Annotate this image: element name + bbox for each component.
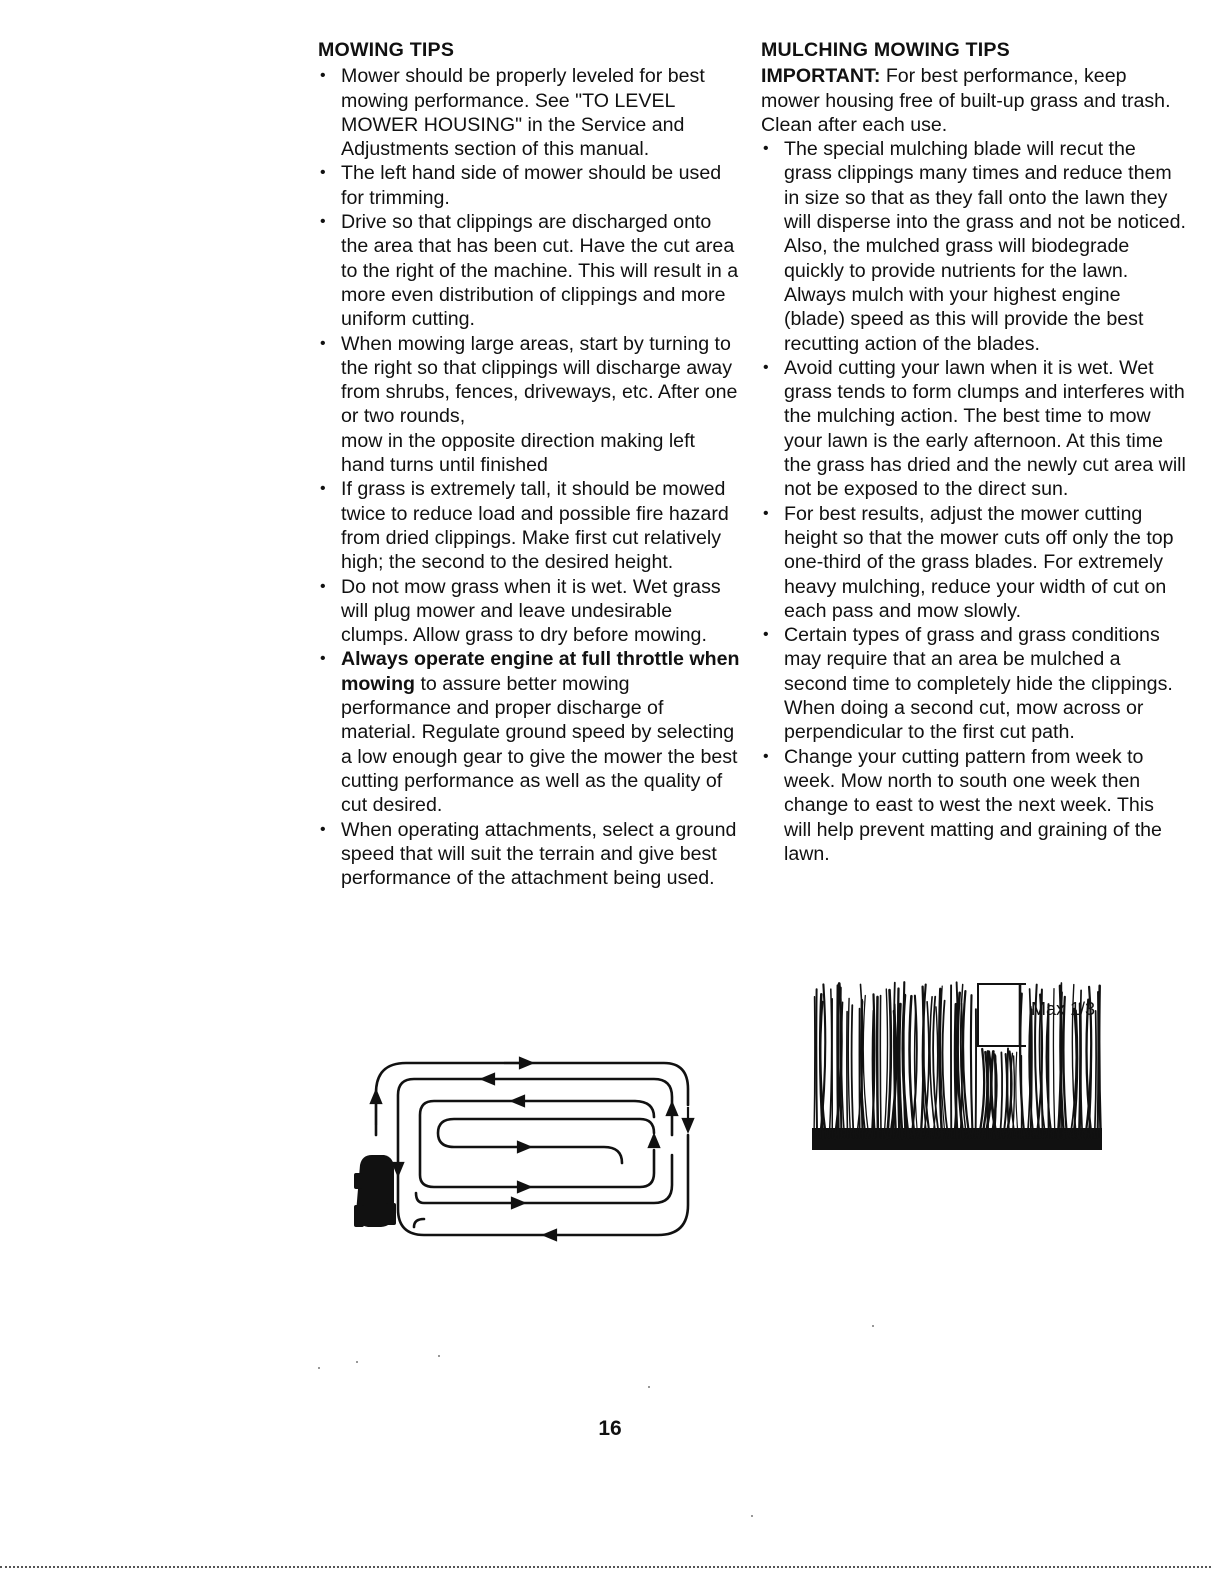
grass-blade [838, 986, 839, 1138]
grass-blade [814, 997, 815, 1138]
mulching-tip-second-cut: • Certain types of grass and grass conditions may require that an area be mulched a second time to completely hide the clippings. When doing a second cut, mow across or perpendicular to the first cut path. [761, 623, 1186, 744]
mowing-tip-leveling: • Mower should be properly leveled for best mowing performance. See "TO LEVEL MOWER HOUSING" in the Service and Adjustments section of this manual. [318, 64, 743, 161]
grass-blade [1003, 1054, 1007, 1138]
grass-blade [1000, 1052, 1002, 1138]
grass-height-figure [808, 978, 1108, 1153]
mulching-tips-list [761, 137, 1186, 866]
mulching-tip-blade: • The special mulching blade will recut the grass clippings many times and reduce them in size so that as they fall onto the lawn they will disperse into the grass and not be noticed. Also, the mulched grass will biodegrade quickly to provide nutrients for the lawn. Always mulch with your highest engine (blade) speed as this will provide the best recutting action of the blades. [761, 137, 1186, 356]
grass-blade [816, 989, 817, 1138]
mulching-tip-pattern: • Change your cutting pattern from week to week. Mow north to south one week then change to east to west the next week. This will help prevent matting and graining of the lawn. [761, 745, 1186, 866]
mulching-tip-wet-lawn: • Avoid cutting your lawn when it is wet. Wet grass tends to form clumps and interferes with the mulching action. The best time to mow your lawn is the early afternoon. At this time the grass has dried and the newly cut area will not be exposed to the direct sun. [761, 356, 1186, 502]
mowing-tips-column [318, 38, 743, 890]
grass-blade [971, 995, 973, 1138]
page-number: 16 [598, 1417, 622, 1440]
grass-blade [877, 997, 878, 1138]
mulching-tips-heading: MULCHING MOWING TIPS [761, 39, 1010, 61]
pattern-path-inner3 [420, 1101, 654, 1187]
scan-speck [751, 1515, 753, 1517]
mowing-tip-trimming: • The left hand side of mower should be used for trimming. [318, 161, 743, 210]
full-throttle-text: to assure better mowing performance and proper discharge of material. Regulate ground speed by selecting a low enough gear to give the mower the best cutting performance as well as the quality of cut desired. [341, 672, 738, 817]
important-text: For best performance, keep mower housing free of built-up grass and trash. Clean after each use. [761, 65, 1171, 136]
mulching-tips-column [761, 38, 1186, 866]
mowing-tip-large-areas [318, 332, 743, 478]
grass-blade [1007, 1048, 1009, 1138]
pattern-path-inner2 [416, 1155, 672, 1203]
max-cut-label: Max 1/3 [1031, 999, 1096, 1019]
mowing-tip-large-areas-part1: • When mowing large areas, start by turning to the right so that clippings will discharge away from shrubs, fences, driveways, etc. After one or two rounds, [341, 332, 738, 428]
mowing-pattern-diagram [354, 1055, 699, 1245]
mowing-tip-large-areas-part2: mow in the opposite direction making left hand turns until finished [341, 429, 695, 477]
mulching-tip-cutting-height: • For best results, adjust the mower cutting height so that the mower cuts off only the top one-third of the grass blades. For extremely heavy mulching, reduce your width of cut on each pass and mow slowly. [761, 502, 1186, 623]
mowing-tips-list [318, 64, 743, 890]
mowing-tip-discharge: • Drive so that clippings are discharged onto the area that has been cut. Have the cut area to the right of the machine. This will result in a more even distribution of clippings and more uniform cutting. [318, 210, 743, 331]
pattern-path-outer [376, 1063, 688, 1135]
mowing-tip-full-throttle [318, 647, 743, 817]
max-cut-region [978, 984, 1020, 1046]
grass-blade [1099, 986, 1101, 1138]
grass-blade [847, 1012, 848, 1138]
grass-blade [848, 998, 850, 1138]
tractor-icon [354, 1155, 396, 1227]
full-throttle-bold: Always operate engine at full throttle when mowing [341, 648, 740, 695]
scan-speck [356, 1361, 358, 1363]
mowing-tip-tall-grass: • If grass is extremely tall, it should be mowed twice to reduce load and possible fire hazard from dried clippings. Make first cut relatively high; the second to the desired height. [318, 477, 743, 574]
scan-speck [648, 1386, 650, 1388]
important-note [761, 64, 1186, 137]
mowing-tips-heading: MOWING TIPS [318, 39, 455, 61]
grass-blade [829, 989, 831, 1138]
scan-speck [872, 1325, 874, 1327]
mowing-tip-wet-grass: • Do not mow grass when it is wet. Wet grass will plug mower and leave undesirable clumps. Allow grass to dry before mowing. [318, 575, 743, 648]
grass-blade [884, 989, 887, 1138]
scan-speck [318, 1367, 320, 1369]
grass-blade [1095, 1011, 1097, 1138]
important-label: IMPORTANT: [761, 65, 881, 88]
pattern-path-bottom [414, 1219, 424, 1227]
grass-blade [880, 996, 881, 1139]
pattern-path-inner1 [438, 1119, 654, 1163]
scan-edge-line [0, 1566, 1211, 1568]
mowing-tip-attachments: • When operating attachments, select a ground speed that will suit the terrain and give best performance of the attachment being used. [318, 818, 743, 891]
grass-blade [1016, 1052, 1019, 1138]
scan-speck [438, 1355, 440, 1357]
grass-blade [852, 1005, 854, 1138]
